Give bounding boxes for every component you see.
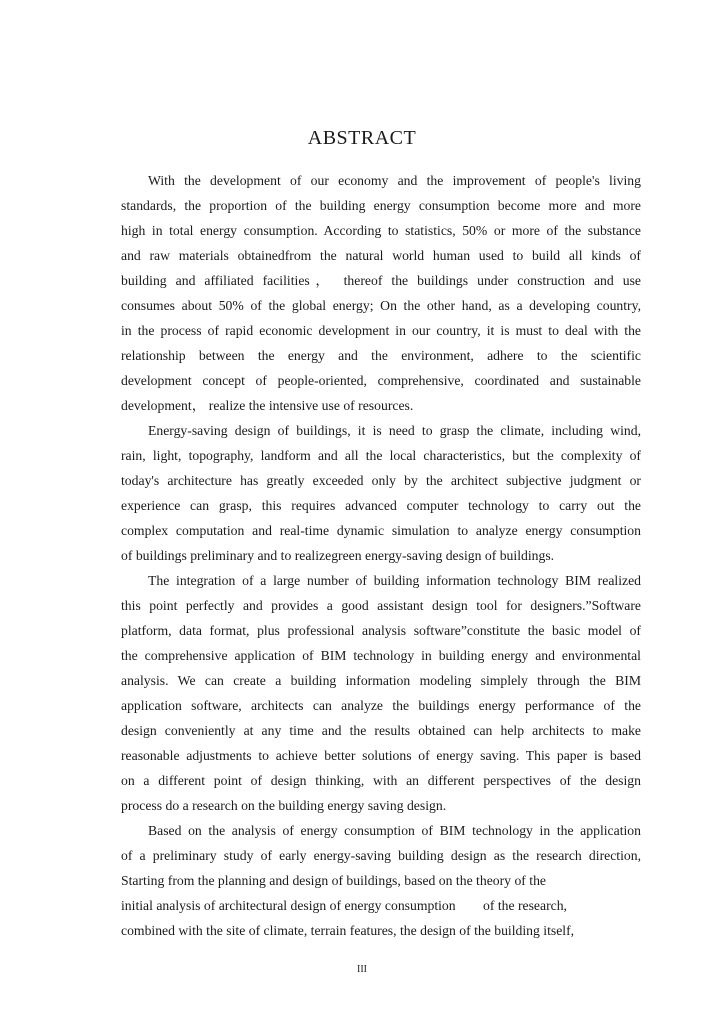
text-line: combined with the site of climate, terrain features, the design of the building itself, bbox=[121, 923, 575, 938]
page-number: III bbox=[357, 964, 367, 975]
text-line: process do a research on the building energy saving design. bbox=[121, 798, 447, 813]
text-line: standards, the proportion of the building energy consumption become more and more bbox=[121, 198, 641, 213]
text-line: With the development of our economy and the improvement of people's living bbox=[148, 173, 641, 188]
text-line: consumes about 50% of the global energy; On the other hand, as a developing country, bbox=[121, 298, 641, 313]
text-line: experience can grasp, this requires advanced computer technology to carry out the bbox=[121, 498, 641, 513]
text-line: of a preliminary study of early energy-saving building design as the research direction, bbox=[121, 848, 641, 863]
text-line: complex computation and real-time dynamic simulation to analyze energy consumption bbox=[121, 523, 641, 538]
text-line: of buildings preliminary and to realizegreen energy-saving design of buildings. bbox=[121, 548, 555, 563]
text-line: application software, architects can analyze the buildings energy performance of the bbox=[121, 698, 641, 713]
text-line: relationship between the energy and the environment, adhere to the scientific bbox=[121, 348, 641, 363]
text-line: building and affiliated facilities， thereof the buildings under construction and use bbox=[121, 273, 641, 288]
abstract-body bbox=[121, 168, 641, 943]
text-line: today's architecture has greatly exceeded only by the architect subjective judgment or bbox=[121, 473, 641, 488]
text-line: and raw materials obtainedfrom the natural world human used to build all kinds of bbox=[121, 248, 641, 263]
text-line: this point perfectly and provides a good assistant design tool for designers.”Software bbox=[121, 598, 641, 613]
text-line: Starting from the planning and design of buildings, based on the theory of the bbox=[121, 873, 546, 888]
text-line: rain, light, topography, landform and all the local characteristics, but the complexity of bbox=[121, 448, 641, 463]
text-line: development concept of people-oriented, comprehensive, coordinated and sustainable bbox=[121, 373, 641, 388]
text-line: high in total energy consumption. According to statistics, 50% or more of the substance bbox=[121, 223, 641, 238]
page-title: ABSTRACT bbox=[307, 127, 417, 149]
text-line: platform, data format, plus professional analysis software”constitute the basic model of bbox=[121, 623, 641, 638]
text-line: the comprehensive application of BIM technology in building energy and environmental bbox=[121, 648, 641, 663]
text-line: analysis. We can create a building information modeling simplely through the BIM bbox=[121, 673, 641, 688]
text-line: The integration of a large number of building information technology BIM realized bbox=[148, 573, 641, 588]
text-line: on a different point of design thinking, with an different perspectives of the design bbox=[121, 773, 641, 788]
text-line: initial analysis of architectural design of energy consumption of the research, bbox=[121, 898, 567, 913]
text-line: Energy-saving design of buildings, it is need to grasp the climate, including wind, bbox=[148, 423, 641, 438]
text-line: reasonable adjustments to achieve better solutions of energy saving. This paper is based bbox=[121, 748, 641, 763]
text-line: development， realize the intensive use of resources. bbox=[121, 398, 414, 413]
text-line: in the process of rapid economic development in our country, it is must to deal with the bbox=[121, 323, 641, 338]
text-line: design conveniently at any time and the results obtained can help architects to make bbox=[121, 723, 641, 738]
text-line: Based on the analysis of energy consumption of BIM technology in the application bbox=[148, 823, 641, 838]
